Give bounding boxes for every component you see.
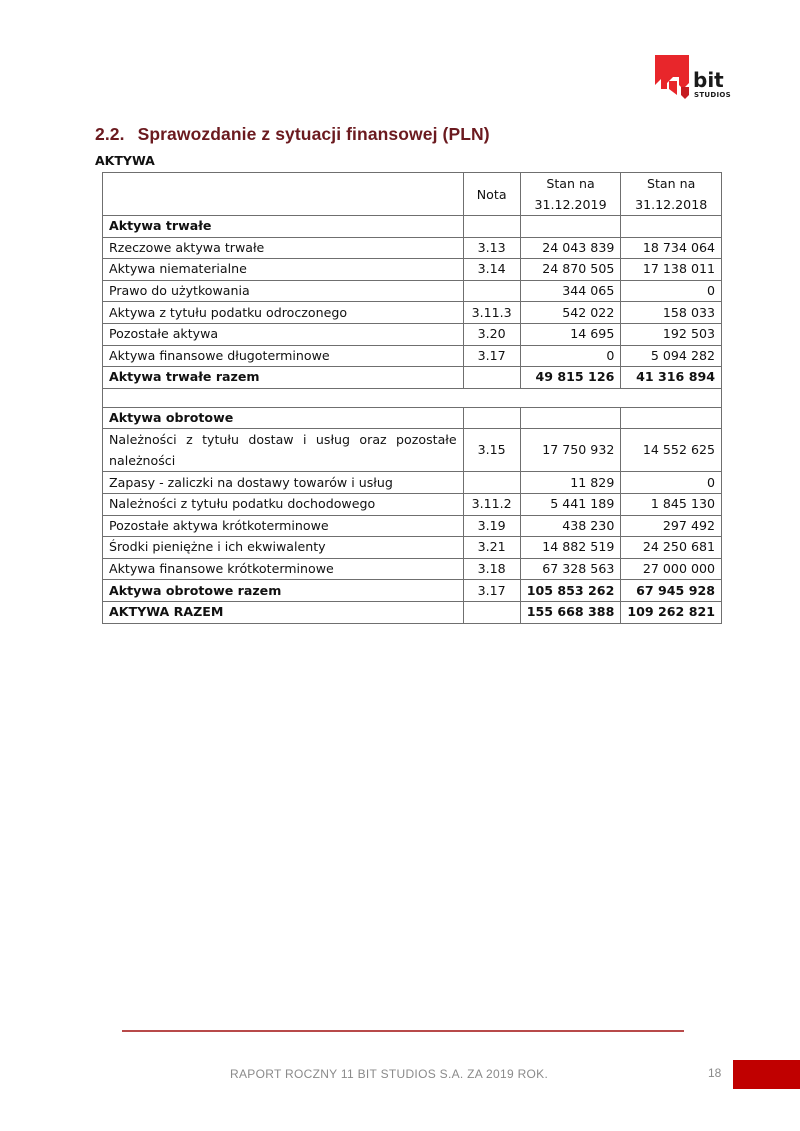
total-row-non-current-assets [103, 367, 722, 389]
row-label: Należności z tytułu podatku dochodowego [103, 493, 464, 515]
row-value-2018: 24 250 681 [621, 537, 722, 559]
row-nota: 3.19 [463, 515, 520, 537]
row-value-2019: 17 750 932 [520, 429, 621, 472]
table-row [103, 259, 722, 281]
row-value-2019: 0 [520, 345, 621, 367]
row-value-2018 [621, 407, 722, 429]
header-label-cell [103, 173, 464, 216]
row-value-2018: 297 492 [621, 515, 722, 537]
row-nota: 3.17 [463, 580, 520, 602]
table-row [103, 345, 722, 367]
row-nota: 3.11.2 [463, 493, 520, 515]
section-row-non-current-assets [103, 216, 722, 238]
11-bit-studios-logo-icon [655, 55, 737, 100]
row-value-2018: 192 503 [621, 323, 722, 345]
footer-report-title: RAPORT ROCZNY 11 BIT STUDIOS S.A. ZA 2019 ROK. [230, 1067, 549, 1081]
row-label: AKTYWA RAZEM [103, 601, 464, 623]
row-label: Należności z tytułu dostaw i usług oraz pozostałe należności [103, 429, 464, 472]
table-row [103, 493, 722, 515]
table-row [103, 537, 722, 559]
table-row [103, 280, 722, 302]
row-value-2018: 1 845 130 [621, 493, 722, 515]
header-2018-line2: 31.12.2018 [635, 197, 708, 212]
table-row [103, 237, 722, 259]
row-value-2019: 542 022 [520, 302, 621, 324]
spacer-cell [103, 388, 722, 407]
row-nota [463, 472, 520, 494]
row-nota: 3.21 [463, 537, 520, 559]
row-nota: 3.13 [463, 237, 520, 259]
row-value-2019: 24 870 505 [520, 259, 621, 281]
row-value-2018: 158 033 [621, 302, 722, 324]
table-header-row [103, 173, 722, 216]
row-value-2019: 24 043 839 [520, 237, 621, 259]
row-label: Pozostałe aktywa [103, 323, 464, 345]
row-label: Rzeczowe aktywa trwałe [103, 237, 464, 259]
header-2019 [520, 173, 621, 216]
row-label: Prawo do użytkowania [103, 280, 464, 302]
table-row [103, 558, 722, 580]
svg-text:bit: bit [693, 68, 724, 92]
row-nota: 3.15 [463, 429, 520, 472]
row-label: Aktywa obrotowe razem [103, 580, 464, 602]
row-value-2018: 17 138 011 [621, 259, 722, 281]
page-accent-tab [733, 1060, 800, 1089]
header-2018 [621, 173, 722, 216]
row-value-2019 [520, 407, 621, 429]
row-value-2018: 0 [621, 472, 722, 494]
row-nota: 3.11.3 [463, 302, 520, 324]
row-value-2018 [621, 216, 722, 238]
row-value-2018: 109 262 821 [621, 601, 722, 623]
row-label: Aktywa z tytułu podatku odroczonego [103, 302, 464, 324]
row-value-2019 [520, 216, 621, 238]
balance-sheet-assets-table [102, 172, 722, 624]
row-value-2019: 14 695 [520, 323, 621, 345]
table-row [103, 302, 722, 324]
row-label: Pozostałe aktywa krótkoterminowe [103, 515, 464, 537]
section-title-text: Sprawozdanie z sytuacji finansowej (PLN) [137, 124, 490, 144]
row-label: Aktywa trwałe [103, 216, 464, 238]
table-row [103, 515, 722, 537]
row-value-2019: 11 829 [520, 472, 621, 494]
row-value-2018: 18 734 064 [621, 237, 722, 259]
row-value-2018: 5 094 282 [621, 345, 722, 367]
row-value-2018: 14 552 625 [621, 429, 722, 472]
row-label: Zapasy - zaliczki na dostawy towarów i usług [103, 472, 464, 494]
section-row-current-assets [103, 407, 722, 429]
row-value-2019: 49 815 126 [520, 367, 621, 389]
row-nota: 3.17 [463, 345, 520, 367]
row-nota: 3.20 [463, 323, 520, 345]
header-2019-line1: Stan na [546, 176, 595, 191]
row-value-2019: 105 853 262 [520, 580, 621, 602]
company-logo [655, 55, 737, 100]
table-row [103, 323, 722, 345]
row-value-2018: 27 000 000 [621, 558, 722, 580]
footer-divider [122, 1030, 684, 1032]
row-value-2018: 0 [621, 280, 722, 302]
row-value-2018: 41 316 894 [621, 367, 722, 389]
row-nota [463, 216, 520, 238]
row-nota: 3.18 [463, 558, 520, 580]
row-nota [463, 407, 520, 429]
row-value-2018: 67 945 928 [621, 580, 722, 602]
row-value-2019: 155 668 388 [520, 601, 621, 623]
row-value-2019: 438 230 [520, 515, 621, 537]
assets-subheading: AKTYWA [95, 153, 155, 168]
total-row-assets [103, 601, 722, 623]
row-label: Środki pieniężne i ich ekwiwalenty [103, 537, 464, 559]
row-nota: 3.14 [463, 259, 520, 281]
row-nota [463, 280, 520, 302]
row-label: Aktywa finansowe długoterminowe [103, 345, 464, 367]
total-row-current-assets [103, 580, 722, 602]
table-row [103, 472, 722, 494]
table-row [103, 429, 722, 472]
row-nota [463, 367, 520, 389]
section-title [95, 124, 490, 145]
header-nota: Nota [463, 173, 520, 216]
svg-text:STUDIOS: STUDIOS [694, 91, 732, 99]
row-value-2019: 5 441 189 [520, 493, 621, 515]
row-value-2019: 344 065 [520, 280, 621, 302]
spacer-row [103, 388, 722, 407]
header-2019-line2: 31.12.2019 [534, 197, 607, 212]
page-number: 18 [708, 1066, 722, 1080]
row-nota [463, 601, 520, 623]
header-2018-line1: Stan na [647, 176, 696, 191]
row-label: Aktywa niematerialne [103, 259, 464, 281]
section-number: 2.2. [95, 124, 125, 144]
row-value-2019: 67 328 563 [520, 558, 621, 580]
row-label: Aktywa finansowe krótkoterminowe [103, 558, 464, 580]
row-label: Aktywa obrotowe [103, 407, 464, 429]
row-label: Aktywa trwałe razem [103, 367, 464, 389]
row-value-2019: 14 882 519 [520, 537, 621, 559]
